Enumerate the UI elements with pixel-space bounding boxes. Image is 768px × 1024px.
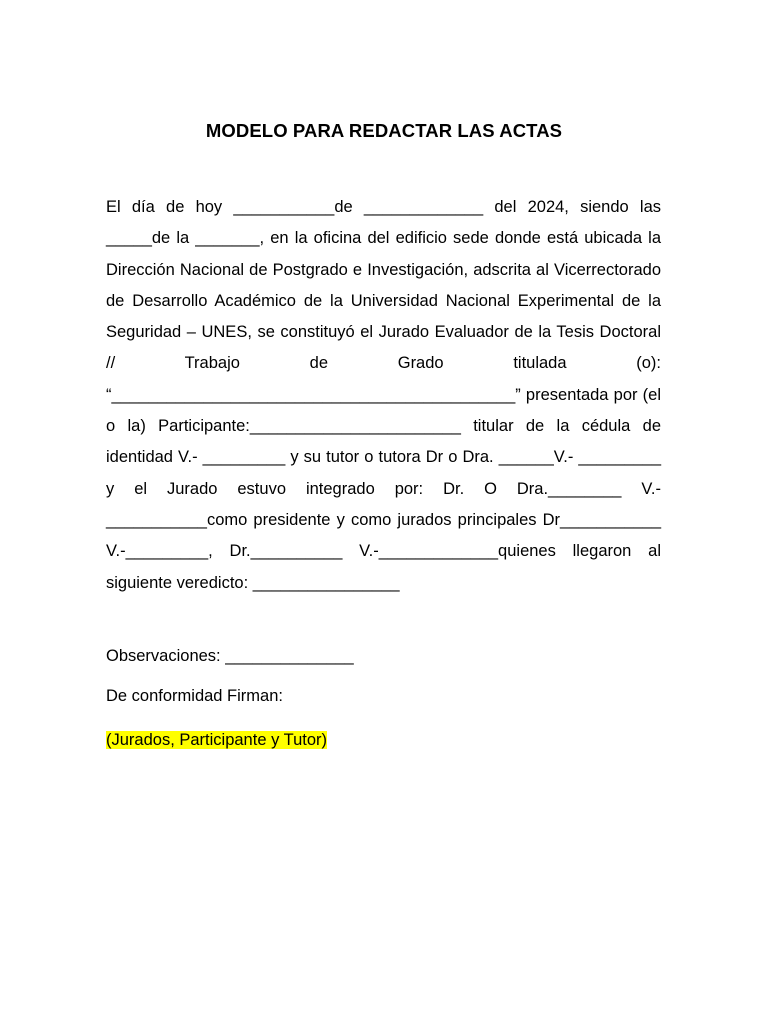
document-title: MODELO PARA REDACTAR LAS ACTAS — [205, 120, 563, 141]
observaciones-line: Observaciones: ______________ — [106, 647, 354, 665]
conformidad-line: De conformidad Firman: — [106, 687, 283, 705]
acta-paragraph: El día de hoy ___________de _____________ del 2024, siendo las _____de la _______, en la oficina del edificio sede donde está ubicada la Dirección Nacional de Postgrado e Investigación, adscrita al Vicerrectorado de Desarrollo Académico de la Universidad Nacional Experimental de la Seguridad – UNES, se constituyó el Jurado Evaluador de la Tesis Doctoral // Trabajo de Grado titulada (o): “____________________________________________” presentada por (el o la) Participante:_______________________ titular de la cédula de identidad V.- _________ y su tutor o tutora Dr o Dra. ______V.- _________ y el Jurado estuvo integrado por: Dr. O Dra.________ V.-___________como presidente y como jurados principales Dr___________ V.-_________, Dr.__________ V.-_____________quienes llegaron al siguiente veredicto: ________________ — [106, 198, 661, 592]
firmantes-line — [106, 729, 327, 751]
firmantes-highlight: (Jurados, Participante y Tutor) — [106, 731, 328, 749]
